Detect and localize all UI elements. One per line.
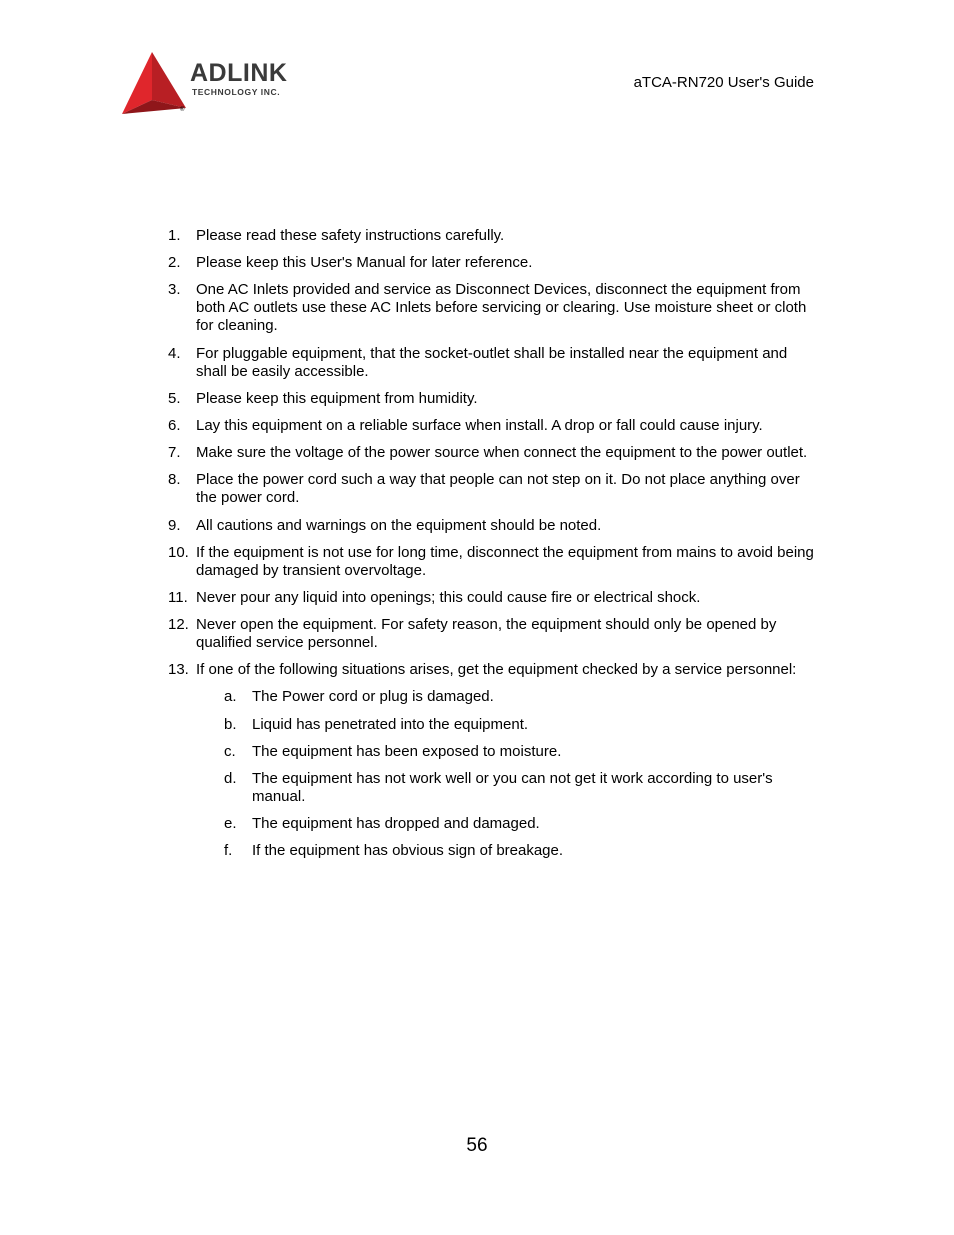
sub-list-item <box>168 770 818 806</box>
item-number: 6. <box>168 416 181 434</box>
list-item <box>168 544 818 580</box>
sub-item-text: Liquid has penetrated into the equipment. <box>252 715 529 733</box>
sub-list-item <box>168 815 818 833</box>
safety-instructions-list <box>168 227 818 870</box>
logo-wordmark: ADLINK <box>190 59 288 87</box>
sub-list-item <box>168 688 818 706</box>
list-item <box>168 661 818 679</box>
list-item <box>168 390 818 408</box>
item-number: 11. <box>168 588 188 606</box>
item-text: All cautions and warnings on the equipment should be noted. <box>196 516 602 534</box>
sub-item-letter: e. <box>224 815 237 833</box>
item-text: Place the power cord such a way that people can not step on it. Do not place anything over the power cord. <box>196 471 800 507</box>
sub-item-letter: c. <box>224 742 236 760</box>
item-number: 10. <box>168 543 189 561</box>
list-item <box>168 471 818 507</box>
sub-item-letter: a. <box>224 688 237 706</box>
adlink-logo <box>122 50 332 118</box>
document-title: aTCA-RN720 User's Guide <box>633 74 814 91</box>
item-text: Please read these safety instructions carefully. <box>196 227 505 244</box>
item-text: For pluggable equipment, that the socket-outlet shall be installed near the equipment and shall be easily accessible. <box>196 344 788 380</box>
item-text: Make sure the voltage of the power source when connect the equipment to the power outlet. <box>196 444 808 462</box>
sub-item-text: The equipment has been exposed to moisture. <box>252 742 562 760</box>
item-number: 1. <box>168 227 181 244</box>
item-text: Please keep this User's Manual for later reference. <box>196 254 533 272</box>
item-text: Never open the equipment. For safety reason, the equipment should only be opened by qualified service personnel. <box>196 616 777 652</box>
list-item <box>168 589 818 607</box>
item-number: 13. <box>168 661 189 679</box>
sub-item-letter: f. <box>224 842 233 860</box>
item-number: 9. <box>168 516 181 534</box>
list-item <box>168 227 818 245</box>
sub-item-text: The equipment has dropped and damaged. <box>252 815 540 833</box>
item-text: One AC Inlets provided and service as Disconnect Devices, disconnect the equipment from both AC outlets use these AC Inlets before servicing or clearing. Use moisture sheet or cloth for cleaning. <box>196 281 807 335</box>
adlink-triangle-icon <box>122 50 188 118</box>
sub-item-text: The equipment has not work well or you can not get it work according to user's manual. <box>252 770 773 805</box>
item-number: 5. <box>168 389 181 407</box>
sub-item-letter: d. <box>224 770 237 787</box>
logo-subtitle: TECHNOLOGY INC. <box>192 87 281 97</box>
item-number: 7. <box>168 444 181 462</box>
sub-item-text: The Power cord or plug is damaged. <box>252 688 494 706</box>
page-number: 56 <box>466 1135 488 1156</box>
sub-list-item <box>168 743 818 761</box>
list-item <box>168 281 818 335</box>
sub-list-item <box>168 842 818 860</box>
item-text: If the equipment is not use for long time, disconnect the equipment from mains to avoid being damaged by transient overvoltage. <box>196 543 814 579</box>
item-text: If one of the following situations arises, get the equipment checked by a service personnel: <box>196 661 797 679</box>
item-text: Lay this equipment on a reliable surface when install. A drop or fall could cause injury. <box>196 416 763 434</box>
list-item <box>168 616 818 652</box>
item-number: 3. <box>168 281 181 299</box>
item-number: 2. <box>168 254 181 272</box>
item-number: 4. <box>168 344 181 362</box>
item-number: 8. <box>168 471 181 489</box>
item-text: Never pour any liquid into openings; this could cause fire or electrical shock. <box>196 588 701 606</box>
sub-list-item <box>168 716 818 734</box>
item-number: 12. <box>168 616 189 634</box>
list-item <box>168 417 818 435</box>
list-item <box>168 517 818 535</box>
sub-item-text: If the equipment has obvious sign of breakage. <box>252 842 564 860</box>
item-text: Please keep this equipment from humidity. <box>196 389 478 407</box>
list-item <box>168 345 818 381</box>
list-item <box>168 444 818 462</box>
list-item <box>168 254 818 272</box>
sub-item-letter: b. <box>224 715 237 733</box>
registered-mark: ® <box>180 107 185 113</box>
